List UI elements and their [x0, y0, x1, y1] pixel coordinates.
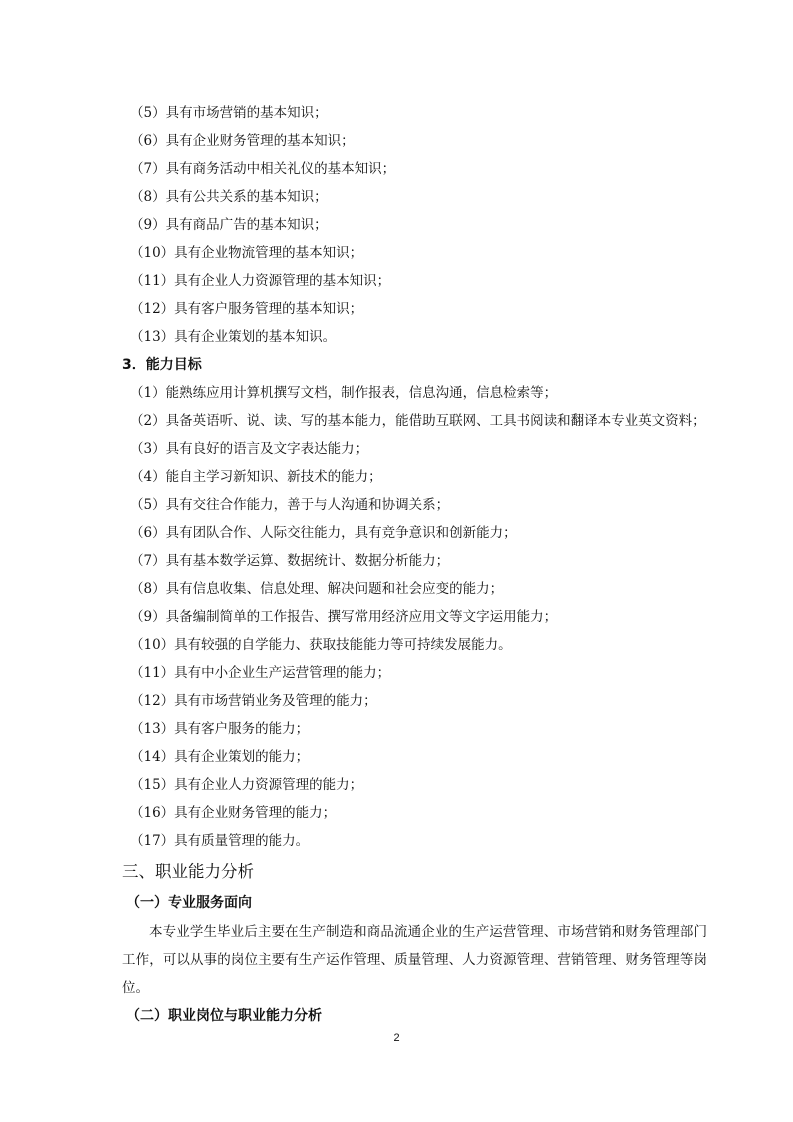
page-number: 2: [393, 1032, 400, 1044]
knowledge-item: （7）具有商务活动中相关礼仪的基本知识；: [130, 161, 396, 177]
knowledge-item: （6）具有企业财务管理的基本知识；: [130, 133, 355, 149]
ability-item: （1）能熟练应用计算机撰写文档，制作报表，信息沟通，信息检索等；: [130, 385, 558, 401]
ability-item: （14）具有企业策划的能力；: [130, 749, 310, 765]
body-paragraph: 本专业学生毕业后主要在生产制造和商品流通企业的生产运营管理、市场营销和财务管理部门工作，可以从事的岗位主要有生产运作管理、质量管理、人力资源管理、营销管理、财务管理等岗位。: [122, 924, 707, 996]
knowledge-item: （9）具有商品广告的基本知识；: [130, 217, 328, 233]
ability-item: （12）具有市场营销业务及管理的能力；: [130, 693, 377, 709]
ability-item: （7）具有基本数学运算、数据统计、数据分析能力；: [130, 553, 450, 569]
section-title: 三、职业能力分析: [122, 862, 254, 881]
ability-item: （17）具有质量管理的能力。: [130, 833, 310, 849]
knowledge-item: （11）具有企业人力资源管理的基本知识；: [130, 273, 391, 289]
ability-item: （5）具有交往合作能力，善于与人沟通和协调关系；: [130, 497, 450, 513]
knowledge-item: （13）具有企业策划的基本知识。: [130, 329, 337, 345]
ability-heading: 3．能力目标: [122, 357, 202, 373]
ability-item: （15）具有企业人力资源管理的能力；: [130, 777, 364, 793]
ability-item: （10）具有较强的自学能力、获取技能能力等可持续发展能力。: [130, 637, 512, 653]
ability-item: （9）具备编制简单的工作报告、撰写常用经济应用文等文字运用能力；: [130, 609, 558, 625]
knowledge-item: （8）具有公共关系的基本知识；: [130, 189, 328, 205]
ability-item: （13）具有客户服务的能力；: [130, 721, 310, 737]
ability-item: （2）具备英语听、说、读、写的基本能力，能借助互联网、工具书阅读和翻译本专业英文资料；: [130, 413, 706, 429]
ability-item: （3）具有良好的语言及文字表达能力；: [130, 441, 369, 457]
subsection-heading: （一）专业服务面向: [126, 895, 252, 911]
ability-item: （8）具有信息收集、信息处理、解决问题和社会应变的能力；: [130, 581, 504, 597]
knowledge-item: （10）具有企业物流管理的基本知识；: [130, 245, 364, 261]
ability-item: （6）具有团队合作、人际交往能力，具有竞争意识和创新能力；: [130, 525, 517, 541]
ability-item: （11）具有中小企业生产运营管理的能力；: [130, 665, 391, 681]
knowledge-item: （12）具有客户服务管理的基本知识；: [130, 301, 364, 317]
ability-item: （16）具有企业财务管理的能力；: [130, 805, 337, 821]
subsection-heading: （二）职业岗位与职业能力分析: [126, 1008, 322, 1024]
ability-item: （4）能自主学习新知识、新技术的能力；: [130, 469, 382, 485]
knowledge-item: （5）具有市场营销的基本知识；: [130, 105, 328, 121]
